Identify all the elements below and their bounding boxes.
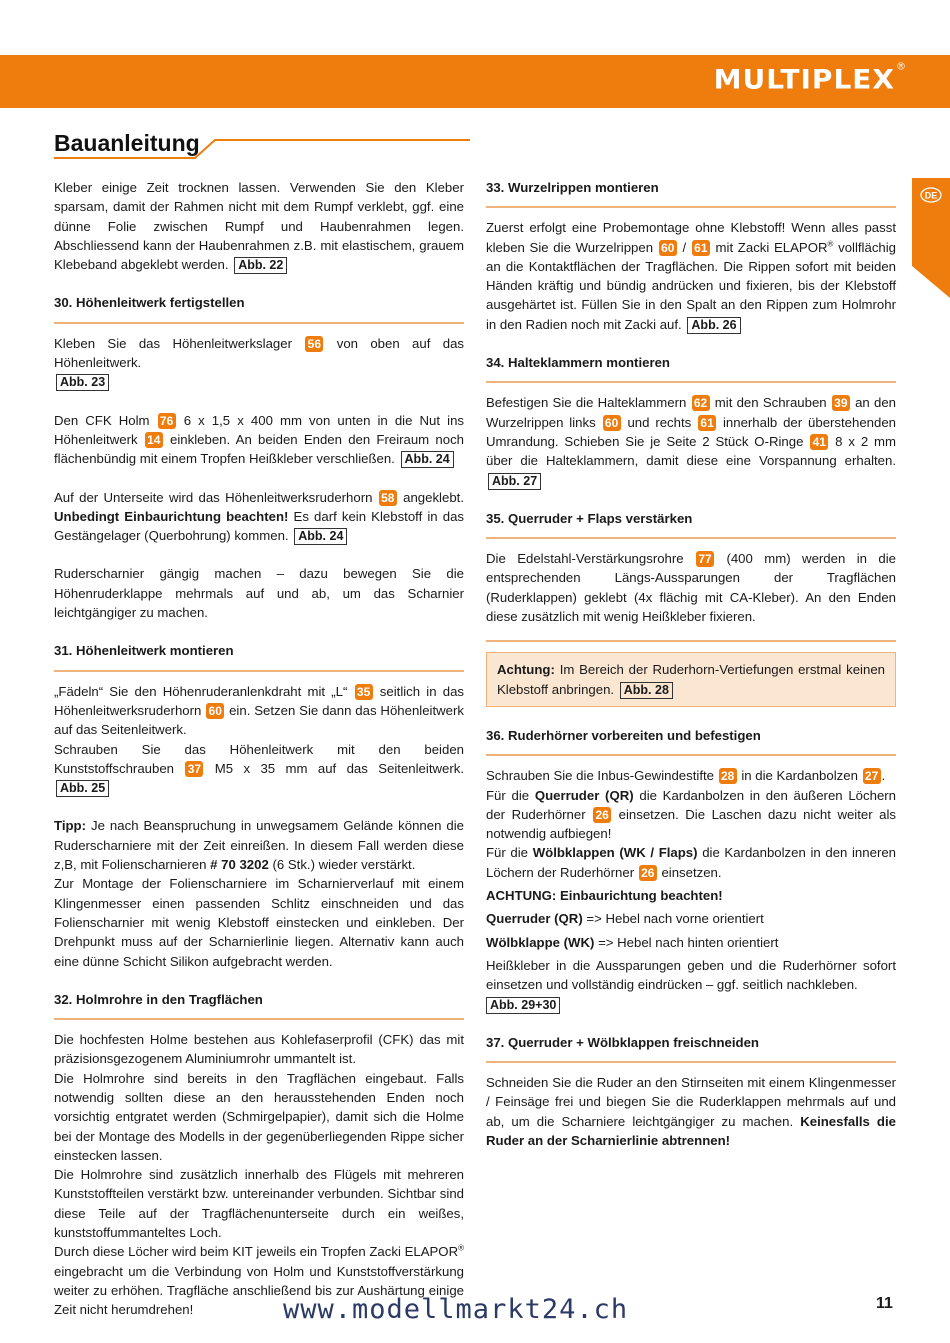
part-number-badge: 56 (305, 336, 323, 352)
section-heading-30: 30. Höhenleitwerk fertigstellen (54, 295, 245, 311)
part-number-badge: 60 (603, 415, 621, 431)
part-number-badge: 61 (698, 415, 716, 431)
paragraph: Den CFK Holm 76 6 x 1,5 x 400 mm von unten in die Nut ins Höhenleitwerk 14 einkleben. An beiden Enden den Freiraum noch flächenbündig mit einem Tropfen Heißkleber verschließen. Abb. 24 (54, 412, 464, 467)
paragraph: Durch diese Löcher wird beim KIT jeweils ein Tropfen Zacki ELAPOR® eingebracht um die Verbindung von Holm und Kunststoffverstärkung weiter zu erhöhen. Tragfläche anschließend bis zur Aushärtung einige Zeit nicht herumdrehen! (54, 1243, 464, 1318)
figure-ref: Abb. 24 (294, 528, 347, 545)
part-number-badge: 58 (379, 490, 397, 506)
section-rule (486, 206, 896, 208)
part-number-badge: 39 (832, 395, 850, 411)
multiplex-logo: MULTIPLEX ® (713, 61, 907, 96)
section-heading-31: 31. Höhenleitwerk montieren (54, 643, 234, 659)
section-heading-36: 36. Ruderhörner vorbereiten und befestigen (486, 727, 761, 743)
section-rule (486, 640, 896, 642)
paragraph: „Fädeln“ Sie den Höhenruderanlenkdraht mit „L“ 35 seitlich in das Höhenleitwerksruderhorn 60 ein. Setzen Sie dann das Höhenleitwerk auf das Seitenleitwerk. (54, 683, 465, 738)
intro-paragraph: Kleber einige Zeit trocknen lassen. Verwenden Sie den Kleber sparsam, damit der Rahmen nicht mit dem Rumpf verklebt, ggf. eine dünne Folie zwischen Rumpf und Haubenrahmen legen. Abschliessend kann der Haubenrahmen z.B. mit elastischem, grauem Klebeband abgeklebt werden. Abb. 22 (54, 180, 464, 273)
figure-ref: Abb. 27 (488, 473, 541, 490)
part-number-badge: 60 (206, 703, 224, 719)
figure-ref: Abb. 28 (620, 682, 673, 699)
figure-ref: Abb. 22 (234, 257, 287, 274)
part-number-badge: 26 (639, 865, 657, 881)
section-heading-32: 32. Holmrohre in den Tragflächen (54, 991, 263, 1007)
figure-ref: Abb. 24 (401, 451, 454, 468)
part-number-badge: 26 (593, 807, 611, 823)
section-rule (486, 754, 896, 756)
section-rule (486, 1061, 896, 1063)
figure-ref: Abb. 25 (56, 780, 109, 797)
section-rule (54, 670, 464, 672)
part-number-badge: 28 (719, 768, 737, 784)
paragraph: Kleben Sie das Höhenleitwerkslager 56 von oben auf das Höhenleitwerk. Abb. 23 (54, 335, 465, 390)
section-heading-33: 33. Wurzelrippen montieren (486, 180, 659, 195)
paragraph: Auf der Unterseite wird das Höhenleitwerksruderhorn 58 angeklebt. Unbedingt Einbaurichtung beachten! Es darf kein Klebstoff in das Gestängelager (Querbohrung) kommen. Abb. 24 (54, 489, 464, 544)
part-number-badge: 14 (145, 432, 163, 448)
section-heading-34: 34. Halteklammern montieren (486, 355, 670, 371)
paragraph: Für die Wölbklappen (WK / Flaps) die Kardanbolzen in den inneren Löchern der Ruderhörner 26 einsetzen. (486, 845, 896, 880)
part-number-badge: 62 (692, 395, 710, 411)
paragraph: Die Edelstahl-Verstärkungsrohre 77 (400 mm) werden in die entsprechenden Längs-Aussparungen der Tragflächen (Ruderklappen) geklebt (4x flächig mit CA-Kleber). An den Enden diese zusätzlich mit wenig Heißkleber fixieren. (486, 551, 896, 625)
paragraph: Schrauben Sie das Höhenleitwerk mit den beiden Kunststoffschrauben 37 M5 x 35 mm auf das Seitenleitwerk. Abb. 25 (54, 741, 464, 796)
section-rule (54, 322, 464, 324)
section-heading-35: 35. Querruder + Flaps verstärken (486, 510, 693, 526)
orientation-wk: Wölbklappe (WK) => Hebel nach hinten orientiert (486, 934, 779, 950)
right-column (486, 178, 896, 1150)
paragraph: Schrauben Sie die Inbus-Gewindestifte 28 in die Kardanbolzen 27 . (486, 768, 886, 784)
paragraph: Die hochfesten Holme bestehen aus Kohlefaserprofil (CFK) das mit präzisionsgezogenem Aluminiumrohr ummantelt ist. (54, 1032, 464, 1067)
section-rule (486, 537, 896, 539)
figure-ref: Abb. 23 (56, 374, 109, 391)
left-column (54, 178, 464, 1320)
warning-text: ACHTUNG: Einbaurichtung beachten! (486, 888, 723, 904)
paragraph: Ruderscharnier gängig machen – dazu bewegen Sie die Höhenruderklappe mehrmals auf und ab, um das Scharnier leichtgängiger zu machen. (54, 566, 464, 621)
paragraph: Die Holmrohre sind zusätzlich innerhalb des Flügels mit mehreren Kunststoffteilen verstärkt bzw. untereinander verbunden. Sichtbar sind diese Teile auf der Tragflächenunterseite durch ein weißes, kunststoffummanteltes Loch. (54, 1167, 464, 1241)
part-number-badge: 37 (185, 761, 203, 777)
paragraph: Heißkleber in die Aussparungen geben und die Ruderhörner sofort einsetzen und vollständig eindrücken – ggf. seitlich nachkleben. Abb. 29+30 (486, 957, 896, 1012)
paragraph: Befestigen Sie die Halteklammern 62 mit den Schrauben 39 an den Wurzelrippen links 60 und rechts 61 innerhalb der überstehenden Umrandung. Schieben Sie je Seite 2 Stück O-Ringe 41 8 x 2 mm über die Halteklammern, damit diese eine Vorspannung erhalten. Abb. 27 (486, 395, 897, 488)
language-tab (912, 178, 950, 298)
figure-ref: Abb. 26 (687, 317, 740, 334)
warning-note: Achtung: Im Bereich der Ruderhorn-Vertiefungen erstmal keinen Klebstoff anbringen. Abb. 28 (486, 652, 896, 707)
orientation-qr: Querruder (QR) => Hebel nach vorne orientiert (486, 911, 764, 927)
svg-text:DE: DE (924, 190, 938, 201)
part-number-badge: 60 (659, 240, 677, 256)
section-heading-37: 37. Querruder + Wölbklappen freischneiden (486, 1034, 759, 1050)
page-number: 11 (876, 1295, 893, 1312)
paragraph: Zuerst erfolgt eine Probemontage ohne Klebstoff! Wenn alles passt kleben Sie die Wurzelrippen 60 / 61 mit Zacki ELAPOR® vollflächig an die Kontaktflächen der Tragflächen. Die Rippen sofort mit beiden Händen kräftig und bündig andrücken und fixieren, bis der Klebstoff ausgehärtet ist. Füllen Sie in den Spalt an den Rippen zum Holmrohr in den Radien noch mit Zacki auf. Abb. 26 (486, 220, 897, 332)
part-number-badge: 61 (692, 240, 710, 256)
paragraph: Zur Montage der Folienscharniere im Scharnierverlauf mit einem Klingenmesser einen passenden Schlitz einschneiden und das Folienscharnier mit wenig Klebstoff einstecken und einkleben. Der Drehpunkt muss auf der Scharnierlinie liegen. Alternativ kann auch eine dünne Schicht Silikon aufgebracht werden. (54, 876, 464, 969)
paragraph: Die Holmrohre sind bereits in den Tragflächen eingebaut. Falls notwendig sollten diese an den herausstehenden Enden noch vorsichtig entgratet werden (Schmirgelpapier), damit sich die Holme bei der Montage des Modells in der gegenüberliegenden Rippe sicher einstecken lassen. (54, 1070, 464, 1163)
page-title: Bauanleitung (54, 130, 200, 156)
part-number-badge: 35 (355, 684, 373, 700)
figure-ref: Abb. 29+30 (486, 997, 560, 1014)
part-number-badge: 41 (810, 434, 828, 450)
paragraph: Schneiden Sie die Ruder an den Stirnseiten mit einem Klingenmesser / Feinsäge frei und biegen Sie die Ruderklappen mehrmals auf und ab, um die Scharniere leichtgängiger zu machen. Keinesfalls die Ruder an der Scharnierlinie abtrennen! (486, 1075, 896, 1148)
part-number-badge: 27 (863, 768, 881, 784)
footer-url: www.modellmarkt24.ch (283, 1294, 629, 1325)
part-number-badge: 76 (158, 413, 176, 429)
section-rule (486, 381, 896, 383)
tip-paragraph: Tipp: Je nach Beanspruchung in unwegsamem Gelände können die Ruderscharniere mit der Zeit einreißen. In diesem Fall werden diese z,B, mit Folienscharnieren # 70 3202 (6 Stk.) wieder verstärkt. (54, 818, 465, 873)
part-number-badge: 77 (696, 551, 714, 567)
section-rule (54, 1018, 464, 1020)
paragraph: Für die Querruder (QR) die Kardanbolzen in den äußeren Löchern der Ruderhörner 26 einsetzen. Die Laschen dazu nicht weiter als notwendig aufbiegen! (486, 787, 896, 842)
